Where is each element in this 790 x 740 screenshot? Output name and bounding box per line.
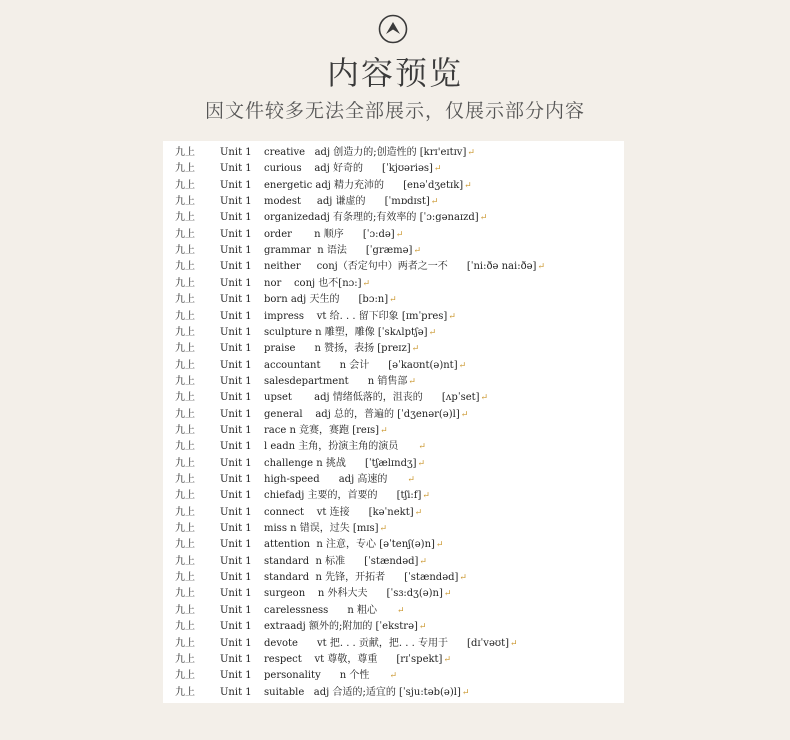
unit-cell: Unit 1 bbox=[220, 147, 252, 158]
grade-cell: 九上 bbox=[175, 539, 195, 551]
vocabulary-entry-text: grammar n 语法 [ˈgræmə] bbox=[264, 245, 413, 257]
table-row bbox=[163, 358, 624, 374]
vocabulary-entry-text: modest adj 谦虚的 [ˈmɒdɪst] bbox=[264, 196, 430, 208]
grade-cell: 九上 bbox=[175, 604, 195, 616]
vocabulary-entry bbox=[264, 407, 468, 423]
grade-cell: 九上 bbox=[175, 179, 195, 191]
grade-cell: 九上 bbox=[175, 196, 195, 208]
vocabulary-entry bbox=[264, 472, 415, 488]
vocabulary-entry bbox=[264, 505, 422, 521]
paragraph-mark-icon: ↵ bbox=[537, 262, 545, 273]
paragraph-mark-icon: ↵ bbox=[480, 393, 489, 404]
table-row bbox=[163, 325, 624, 341]
paragraph-mark-icon: ↵ bbox=[448, 311, 456, 322]
vocabulary-entry-text: surgeon n 外科大夫 [ˈsɜ:dʒ(ə)n] bbox=[264, 588, 443, 600]
vocabulary-entry-text: devote vt 把. . . 贡献，把. . . 专用于 [dɪˈvəʊt] bbox=[264, 637, 509, 649]
grade-cell: 九上 bbox=[175, 572, 195, 584]
table-row bbox=[163, 554, 624, 570]
vocabulary-entry bbox=[264, 685, 469, 701]
grade-cell: 九上 bbox=[175, 555, 195, 567]
vocabulary-entry bbox=[264, 194, 438, 210]
table-row bbox=[163, 423, 624, 439]
table-row bbox=[163, 488, 624, 504]
grade-cell: 九上 bbox=[175, 523, 195, 535]
paragraph-mark-icon: ↵ bbox=[362, 278, 371, 289]
vocabulary-entry-text: praise n 赞扬，表扬 [preɪz] bbox=[264, 343, 411, 355]
table-row bbox=[163, 505, 624, 521]
grade-cell: 九上 bbox=[175, 653, 195, 665]
vocabulary-entry-text: attention n 注意，专心 [əˈtenʃ(ə)n] bbox=[264, 539, 435, 551]
table-row bbox=[163, 456, 624, 472]
unit-cell: Unit 1 bbox=[220, 179, 252, 191]
grade-cell: 九上 bbox=[175, 621, 195, 633]
vocabulary-entry bbox=[264, 439, 426, 455]
paragraph-mark-icon: ↵ bbox=[418, 622, 427, 633]
grade-cell: 九上 bbox=[175, 457, 195, 469]
grade-cell: 九上 bbox=[175, 326, 195, 338]
paragraph-mark-icon: ↵ bbox=[461, 687, 470, 698]
paragraph-mark-icon: ↵ bbox=[418, 442, 426, 453]
table-row bbox=[163, 292, 624, 308]
unit-cell: Unit 1 bbox=[220, 196, 252, 208]
paragraph-mark-icon: ↵ bbox=[380, 425, 388, 436]
unit-cell: Unit 1 bbox=[220, 686, 252, 698]
unit-cell: Unit 1 bbox=[220, 441, 252, 453]
unit-cell: Unit 1 bbox=[220, 392, 252, 404]
unit-cell: Unit 1 bbox=[220, 245, 252, 257]
vocabulary-entry-text: suitable adj 合适的;适宜的 [ˈsju:təb(ə)l] bbox=[264, 686, 461, 698]
vocabulary-entry bbox=[264, 227, 403, 243]
vocabulary-entry-text: standard n 标准 [ˈstændəd] bbox=[264, 555, 419, 567]
vocabulary-entry bbox=[264, 636, 518, 652]
table-row bbox=[163, 521, 624, 537]
unit-cell: Unit 1 bbox=[220, 375, 252, 387]
vocabulary-entry-text: chiefadj 主要的，首要的 [tʃi:f] bbox=[264, 490, 422, 502]
vocabulary-entry-text: salesdepartment n 销售部 bbox=[264, 375, 408, 387]
table-row bbox=[163, 586, 624, 602]
table-row bbox=[163, 390, 624, 406]
unit-cell: Unit 1 bbox=[220, 261, 252, 273]
unit-cell: Unit 1 bbox=[220, 474, 252, 485]
unit-cell: Unit 1 bbox=[220, 408, 252, 420]
vocabulary-entry-text: impress vt 给. . . 留下印象 [ɪmˈpres] bbox=[264, 310, 448, 322]
unit-cell: Unit 1 bbox=[220, 604, 252, 616]
grade-cell: 九上 bbox=[175, 343, 195, 355]
table-row bbox=[163, 178, 624, 194]
grade-cell: 九上 bbox=[175, 294, 195, 306]
paragraph-mark-icon: ↵ bbox=[433, 164, 442, 175]
vocabulary-entry bbox=[264, 161, 441, 177]
vocabulary-entry-text: respect vt 尊敬，尊重 [rɪˈspekt] bbox=[264, 653, 443, 665]
table-row bbox=[163, 243, 624, 259]
paragraph-mark-icon: ↵ bbox=[460, 409, 469, 420]
vocabulary-entry bbox=[264, 358, 466, 374]
paragraph-mark-icon: ↵ bbox=[408, 376, 416, 387]
vocabulary-entry bbox=[264, 145, 475, 161]
paragraph-mark-icon: ↵ bbox=[414, 507, 423, 518]
grade-cell: 九上 bbox=[175, 228, 195, 240]
vocabulary-entry bbox=[264, 537, 443, 553]
table-row bbox=[163, 636, 624, 652]
unit-cell: Unit 1 bbox=[220, 310, 252, 322]
unit-cell: Unit 1 bbox=[220, 457, 252, 469]
vocabulary-entry bbox=[264, 570, 467, 586]
grade-cell: 九上 bbox=[175, 147, 195, 158]
paragraph-mark-icon: ↵ bbox=[411, 344, 420, 355]
table-row bbox=[163, 570, 624, 586]
unit-cell: Unit 1 bbox=[220, 163, 252, 175]
vocabulary-entry-text: carelessness n 粗心 bbox=[264, 604, 397, 616]
table-row bbox=[163, 374, 624, 390]
table-row bbox=[163, 439, 624, 455]
unit-cell: Unit 1 bbox=[220, 294, 252, 306]
vocabulary-entry-text: curious adj 好奇的 [ˈkjʊəriəs] bbox=[264, 163, 433, 175]
table-row bbox=[163, 603, 624, 619]
paragraph-mark-icon: ↵ bbox=[422, 491, 430, 502]
vocabulary-entry bbox=[264, 309, 456, 325]
table-row bbox=[163, 309, 624, 325]
vocabulary-entry bbox=[264, 374, 416, 390]
grade-cell: 九上 bbox=[175, 212, 195, 224]
table-row bbox=[163, 161, 624, 177]
vocabulary-entry bbox=[264, 586, 451, 602]
table-row bbox=[163, 407, 624, 423]
paragraph-mark-icon: ↵ bbox=[435, 540, 444, 551]
table-row bbox=[163, 259, 624, 275]
unit-cell: Unit 1 bbox=[220, 523, 252, 535]
vocabulary-entry-text: organizedadj 有条理的;有效率的 [ˈɔ:gənaɪzd] bbox=[264, 212, 479, 224]
grade-cell: 九上 bbox=[175, 359, 195, 371]
vocabulary-entry bbox=[264, 292, 397, 308]
grade-cell: 九上 bbox=[175, 245, 195, 257]
vocabulary-entry bbox=[264, 178, 472, 194]
chevron-up-circle-icon bbox=[378, 14, 408, 44]
page-subtitle: 因文件较多无法全部展示，仅展示部分内容 bbox=[204, 100, 585, 122]
vocabulary-entry-text: general adj 总的，普遍的 [ˈdʒenər(ə)l] bbox=[264, 408, 460, 420]
unit-cell: Unit 1 bbox=[220, 277, 252, 289]
vocabulary-entry bbox=[264, 521, 387, 537]
table-row bbox=[163, 537, 624, 553]
vocabulary-entry bbox=[264, 652, 451, 668]
unit-cell: Unit 1 bbox=[220, 588, 252, 600]
table-row bbox=[163, 341, 624, 357]
paragraph-mark-icon: ↵ bbox=[459, 573, 467, 584]
vocabulary-entry bbox=[264, 325, 436, 341]
paragraph-mark-icon: ↵ bbox=[458, 360, 467, 371]
grade-cell: 九上 bbox=[175, 392, 195, 404]
vocabulary-entry-text: connect vt 连接 [kəˈnekt] bbox=[264, 506, 414, 518]
paragraph-mark-icon: ↵ bbox=[428, 327, 437, 338]
grade-cell: 九上 bbox=[175, 490, 195, 502]
vocabulary-entry-text: nor conj 也不[nɔ:] bbox=[264, 277, 362, 289]
table-row bbox=[163, 194, 624, 210]
table-row bbox=[163, 145, 624, 161]
vocabulary-entry bbox=[264, 554, 427, 570]
unit-cell: Unit 1 bbox=[220, 637, 252, 649]
vocabulary-entry-text: energetic adj 精力充沛的 [enəˈdʒetɪk] bbox=[264, 179, 464, 191]
unit-cell: Unit 1 bbox=[220, 506, 252, 518]
vocabulary-entry-text: personality n 个性 bbox=[264, 670, 389, 682]
unit-cell: Unit 1 bbox=[220, 228, 252, 240]
vocabulary-entry bbox=[264, 341, 419, 357]
table-row bbox=[163, 619, 624, 635]
vocabulary-entry-text: challenge n 挑战 [ˈtʃælɪndʒ] bbox=[264, 457, 417, 469]
paragraph-mark-icon: ↵ bbox=[419, 556, 427, 567]
paragraph-mark-icon: ↵ bbox=[464, 180, 472, 191]
grade-cell: 九上 bbox=[175, 163, 195, 175]
paragraph-mark-icon: ↵ bbox=[443, 654, 452, 665]
unit-cell: Unit 1 bbox=[220, 653, 252, 665]
table-row bbox=[163, 472, 624, 488]
page-title: 内容预览 bbox=[326, 54, 463, 92]
vocabulary-entry bbox=[264, 619, 426, 635]
grade-cell: 九上 bbox=[175, 261, 195, 273]
table-row bbox=[163, 276, 624, 292]
vocabulary-entry bbox=[264, 259, 545, 275]
paragraph-mark-icon: ↵ bbox=[510, 638, 518, 649]
vocabulary-entry-text: neither conj（否定句中）两者之一不 [ˈni:ðə nai:ðə] bbox=[264, 261, 537, 273]
unit-cell: Unit 1 bbox=[220, 670, 252, 682]
vocabulary-entry-text: order n 顺序 [ˈɔ:də] bbox=[264, 228, 395, 240]
paragraph-mark-icon: ↵ bbox=[443, 589, 452, 600]
grade-cell: 九上 bbox=[175, 686, 195, 698]
vocabulary-entry bbox=[264, 423, 388, 439]
paragraph-mark-icon: ↵ bbox=[417, 458, 426, 469]
unit-cell: Unit 1 bbox=[220, 212, 252, 224]
vocabulary-entry bbox=[264, 243, 421, 259]
vocabulary-entry-text: creative adj 创造力的;创造性的 [krɪ'eɪtɪv] bbox=[264, 147, 467, 158]
paragraph-mark-icon: ↵ bbox=[397, 605, 405, 616]
vocabulary-entry-text: born adj 天生的 [bɔ:n] bbox=[264, 294, 389, 306]
unit-cell: Unit 1 bbox=[220, 572, 252, 584]
paragraph-mark-icon: ↵ bbox=[413, 246, 421, 257]
vocabulary-entry-text: l eadn 主角，扮演主角的演员 bbox=[264, 441, 418, 453]
vocabulary-entry-text: sculpture n 雕塑，雕像 [ˈskʌlptʃə] bbox=[264, 326, 428, 338]
vocabulary-entry-text: accountant n 会计 [əˈkaʊnt(ə)nt] bbox=[264, 359, 458, 371]
vocabulary-entry bbox=[264, 276, 370, 292]
paragraph-mark-icon: ↵ bbox=[395, 229, 404, 240]
document-preview bbox=[163, 141, 624, 703]
unit-cell: Unit 1 bbox=[220, 359, 252, 371]
vocabulary-entry bbox=[264, 488, 430, 504]
table-row bbox=[163, 227, 624, 243]
paragraph-mark-icon: ↵ bbox=[389, 671, 398, 682]
vocabulary-entry-text: standard n 先锋，开拓者 [ˈstændəd] bbox=[264, 572, 459, 584]
vocabulary-entry-text: high-speed adj 高速的 bbox=[264, 474, 407, 485]
vocabulary-entry-text: race n 竞赛，赛跑 [reɪs] bbox=[264, 424, 380, 436]
vocabulary-entry bbox=[264, 456, 425, 472]
vocabulary-entry-text: miss n 错误，过失 [mɪs] bbox=[264, 523, 379, 535]
grade-cell: 九上 bbox=[175, 506, 195, 518]
paragraph-mark-icon: ↵ bbox=[407, 475, 415, 485]
grade-cell: 九上 bbox=[175, 637, 195, 649]
unit-cell: Unit 1 bbox=[220, 490, 252, 502]
vocabulary-entry-text: extraadj 额外的;附加的 [ˈekstrə] bbox=[264, 621, 418, 633]
paragraph-mark-icon: ↵ bbox=[467, 148, 475, 158]
grade-cell: 九上 bbox=[175, 474, 195, 485]
grade-cell: 九上 bbox=[175, 588, 195, 600]
table-row bbox=[163, 668, 624, 684]
vocabulary-entry bbox=[264, 210, 487, 226]
unit-cell: Unit 1 bbox=[220, 343, 252, 355]
unit-cell: Unit 1 bbox=[220, 539, 252, 551]
vocabulary-entry bbox=[264, 390, 488, 406]
paragraph-mark-icon: ↵ bbox=[430, 197, 439, 208]
grade-cell: 九上 bbox=[175, 277, 195, 289]
table-row bbox=[163, 685, 624, 701]
grade-cell: 九上 bbox=[175, 441, 195, 453]
vocabulary-entry-text: upset adj 情绪低落的，沮丧的 [ʌpˈset] bbox=[264, 392, 480, 404]
unit-cell: Unit 1 bbox=[220, 555, 252, 567]
table-row bbox=[163, 210, 624, 226]
paragraph-mark-icon: ↵ bbox=[389, 295, 397, 306]
grade-cell: 九上 bbox=[175, 408, 195, 420]
vocabulary-entry bbox=[264, 668, 397, 684]
grade-cell: 九上 bbox=[175, 670, 195, 682]
grade-cell: 九上 bbox=[175, 310, 195, 322]
grade-cell: 九上 bbox=[175, 375, 195, 387]
vocabulary-entry bbox=[264, 603, 405, 619]
unit-cell: Unit 1 bbox=[220, 326, 252, 338]
unit-cell: Unit 1 bbox=[220, 424, 252, 436]
paragraph-mark-icon: ↵ bbox=[479, 213, 488, 224]
table-row bbox=[163, 652, 624, 668]
grade-cell: 九上 bbox=[175, 424, 195, 436]
paragraph-mark-icon: ↵ bbox=[379, 524, 388, 535]
unit-cell: Unit 1 bbox=[220, 621, 252, 633]
